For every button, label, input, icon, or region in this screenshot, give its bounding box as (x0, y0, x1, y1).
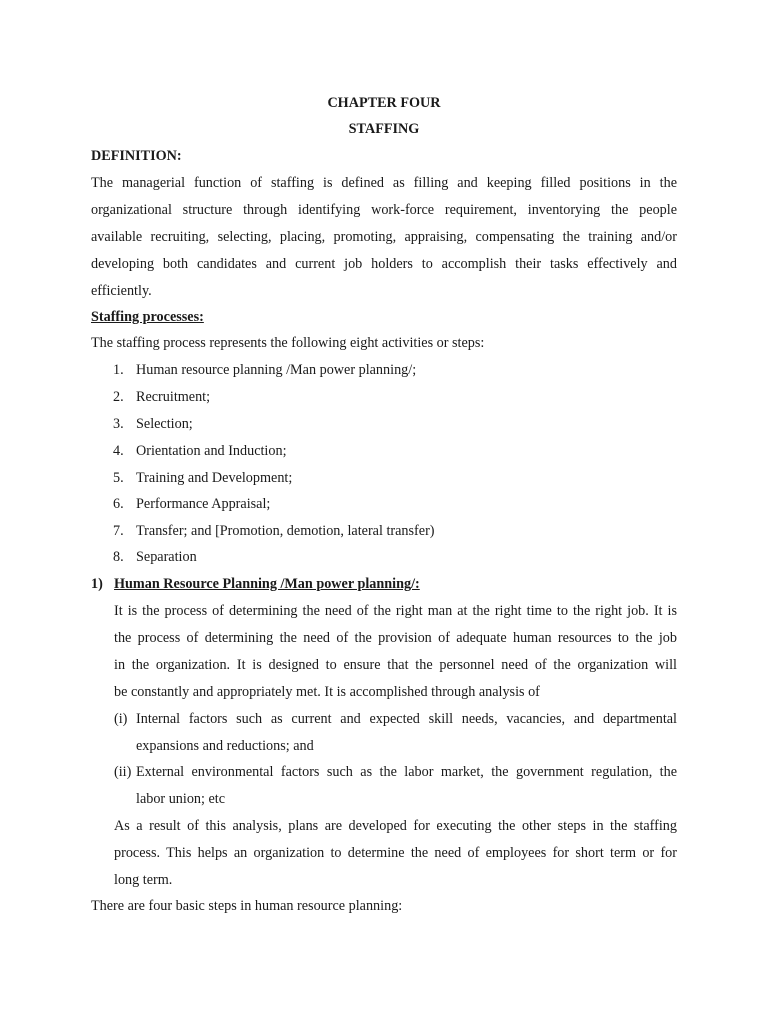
step-number: 5. (113, 470, 124, 486)
factor-number: (ii) (114, 764, 132, 780)
definition-line: The managerial function of staffing is defined as filling and keeping filled positions in the (91, 175, 677, 191)
factor-line: labor union; etc (136, 791, 226, 807)
hrp-para-line: be constantly and appropriately met. It is accomplished through analysis of (114, 684, 540, 700)
factor-line: Internal factors such as current and expected skill needs, vacancies, and departmental (136, 711, 677, 727)
hrp-para-line: the process of determining the need of the provision of adequate human resources to the job (114, 630, 677, 646)
definition-line: efficiently. (91, 283, 152, 299)
result-line: As a result of this analysis, plans are developed for executing the other steps in the staffing (114, 818, 677, 834)
chapter-title: STAFFING (348, 121, 420, 137)
step-text: Transfer; and [Promotion, demotion, lateral transfer) (136, 523, 435, 539)
definition-line: developing both candidates and current job holders to accomplish their tasks effectively and (91, 256, 677, 272)
step-number: 6. (113, 496, 124, 512)
definition-line: available recruiting, selecting, placing, promoting, appraising, compensating the training and/or (91, 229, 677, 245)
factor-line: expansions and reductions; and (136, 738, 314, 754)
step-text: Orientation and Induction; (136, 443, 287, 459)
factor-number: (i) (114, 711, 128, 727)
step-number: 4. (113, 443, 124, 459)
chapter-label: CHAPTER FOUR (327, 95, 441, 111)
closing-line: There are four basic steps in human resource planning: (91, 898, 403, 914)
definition-line: organizational structure through identifying work-force requirement, inventorying the people (91, 202, 677, 218)
section-heading: Human Resource Planning /Man power planning/: (114, 576, 420, 592)
definition-heading: DEFINITION: (91, 148, 182, 164)
hrp-para-line: It is the process of determining the need of the right man at the right time to the right job. It is (114, 603, 677, 619)
step-number: 1. (113, 362, 124, 378)
step-number: 2. (113, 389, 124, 405)
step-number: 3. (113, 416, 124, 432)
processes-heading: Staffing processes: (91, 309, 204, 325)
step-number: 8. (113, 549, 124, 565)
step-text: Selection; (136, 416, 193, 432)
step-text: Training and Development; (136, 470, 293, 486)
factor-line: External environmental factors such as the labor market, the government regulation, the (136, 764, 677, 780)
step-text: Recruitment; (136, 389, 211, 405)
result-line: process. This helps an organization to determine the need of employees for short term or for (114, 845, 677, 861)
section-number: 1) (91, 576, 103, 592)
step-text: Performance Appraisal; (136, 496, 271, 512)
processes-intro: The staffing process represents the following eight activities or steps: (91, 335, 485, 351)
hrp-para-line: in the organization. It is designed to ensure that the personnel need of the organization will (114, 657, 677, 673)
step-text: Human resource planning /Man power planning/; (136, 362, 417, 378)
step-number: 7. (113, 523, 124, 539)
step-text: Separation (136, 549, 197, 565)
result-line: long term. (114, 872, 173, 888)
